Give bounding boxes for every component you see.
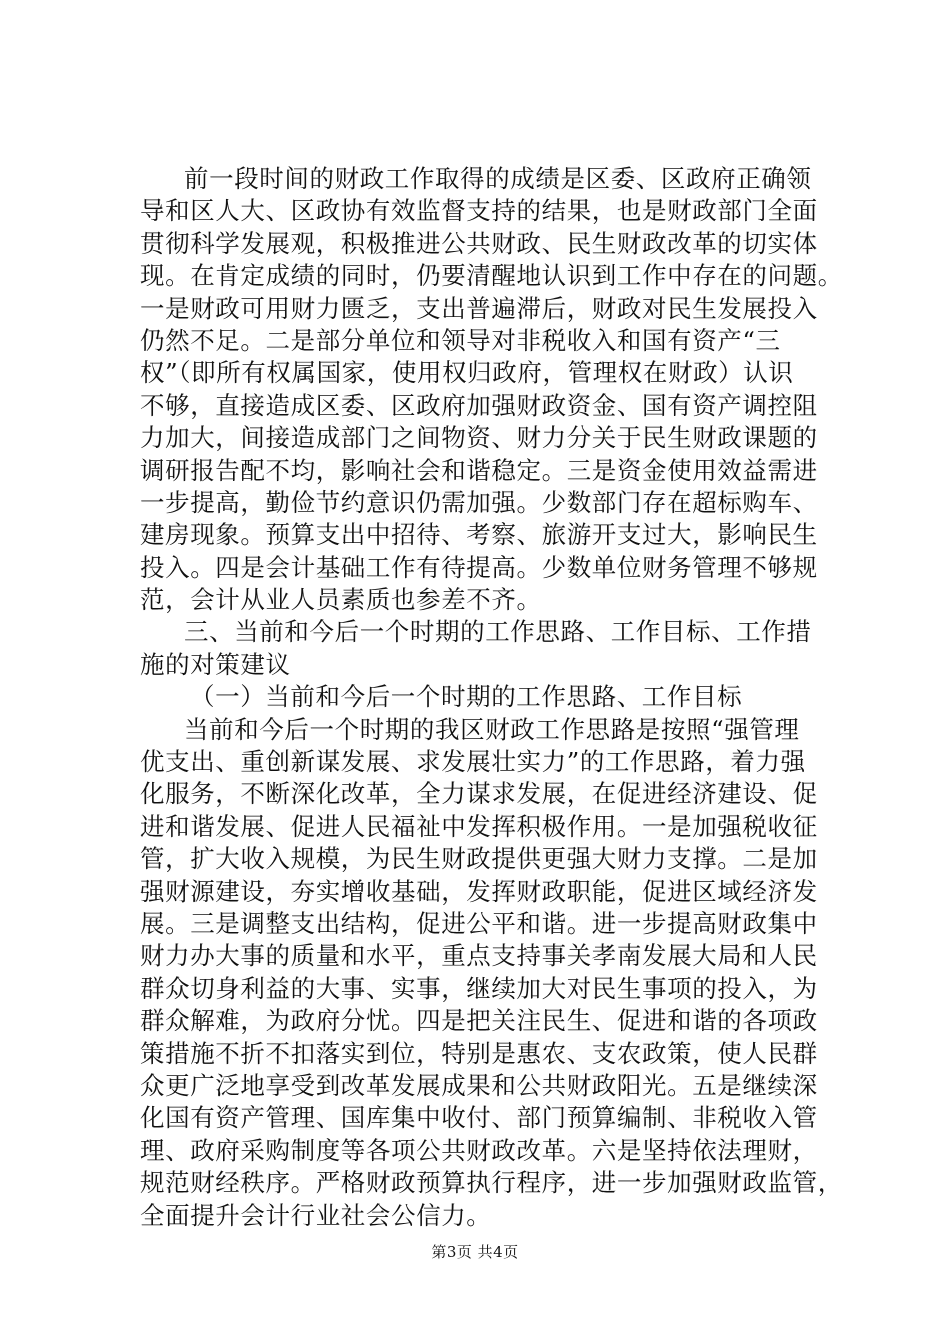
- paragraph-work-ideas: [140, 714, 843, 1232]
- text-line: 当前和今后一个时期的我区财政工作思路是按照“强管理: [184, 714, 800, 744]
- text-line: 全面提升会计行业社会公信力。: [140, 1200, 492, 1230]
- page-number-label: 第3页 共4页: [431, 1243, 519, 1261]
- subsection-heading-one: [140, 681, 840, 713]
- text-line: 导和区人大、区政协有效监督支持的结果，也是财政部门全面: [140, 196, 818, 226]
- text-line: 规范财经秩序。严格财政预算执行程序，进一步加强财政监管，: [140, 1168, 843, 1198]
- text-line: 强财源建设，夯实增收基础，发挥财政职能，促进区域经济发: [140, 876, 818, 906]
- text-line: 权”（即所有权属国家，使用权归政府，管理权在财政）认识: [140, 358, 794, 388]
- text-line: 优支出、重创新谋发展、求发展壮实力”的工作思路，着力强: [140, 747, 806, 777]
- text-line: 管，扩大收入规模，为民生财政提供更强大财力支撑。二是加: [140, 844, 818, 874]
- text-line: 范，会计从业人员素质也参差不齐。: [140, 585, 542, 615]
- text-line: 化服务，不断深化改革，全力谋求发展，在促进经济建设、促: [140, 779, 818, 809]
- text-line: 策措施不折不扣落实到位，特别是惠农、支农政策，使人民群: [140, 1038, 818, 1068]
- text-line: 建房现象。预算支出中招待、考察、旅游开支过大，影响民生: [140, 520, 818, 550]
- document-body: [140, 163, 843, 1232]
- heading-line: 三、当前和今后一个时期的工作思路、工作目标、工作措: [184, 617, 812, 647]
- text-line: 进和谐发展、促进人民福祉中发挥积极作用。一是加强税收征: [140, 811, 818, 841]
- text-line: 调研报告配不均，影响社会和谐稳定。三是资金使用效益需进: [140, 455, 818, 485]
- page-footer: [0, 1242, 950, 1262]
- text-line: 力加大，间接造成部门之间物资、财力分关于民生财政课题的: [140, 423, 818, 453]
- text-line: 展。三是调整支出结构，促进公平和谐。进一步提高财政集中: [140, 908, 818, 938]
- text-line: 一是财政可用财力匮乏，支出普遍滞后，财政对民生发展投入: [140, 293, 818, 323]
- heading-line: 施的对策建议: [140, 649, 291, 679]
- text-line: 众更广泛地享受到改革发展成果和公共财政阳光。五是继续深: [140, 1070, 818, 1100]
- text-line: 不够，直接造成区委、区政府加强财政资金、国有资产调控阻: [140, 390, 818, 420]
- text-line: 现。在肯定成绩的同时，仍要清醒地认识到工作中存在的问题。: [140, 261, 843, 291]
- text-line: 群众切身利益的大事、实事，继续加大对民生事项的投入，为: [140, 973, 818, 1003]
- heading-line: （一）当前和今后一个时期的工作思路、工作目标: [190, 682, 743, 712]
- text-line: 一步提高，勤俭节约意识仍需加强。少数部门存在超标购车、: [140, 487, 818, 517]
- text-line: 财力办大事的质量和水平，重点支持事关孝南发展大局和人民: [140, 941, 818, 971]
- paragraph-achievements-problems: [140, 163, 843, 616]
- text-line: 贯彻科学发展观，积极推进公共财政、民生财政改革的切实体: [140, 228, 818, 258]
- section-heading-three: [140, 616, 840, 681]
- text-line: 前一段时间的财政工作取得的成绩是区委、区政府正确领: [184, 164, 812, 193]
- text-line: 理、政府采购制度等各项公共财政改革。六是坚持依法理财，: [140, 1135, 818, 1165]
- text-line: 化国有资产管理、国库集中收付、部门预算编制、非税收入管: [140, 1103, 818, 1133]
- text-line: 仍然不足。二是部分单位和领导对非税收入和国有资产“三: [140, 325, 781, 355]
- text-line: 投入。四是会计基础工作有待提高。少数单位财务管理不够规: [140, 552, 818, 582]
- text-line: 群众解难，为政府分忧。四是把关注民生、促进和谐的各项政: [140, 1006, 818, 1036]
